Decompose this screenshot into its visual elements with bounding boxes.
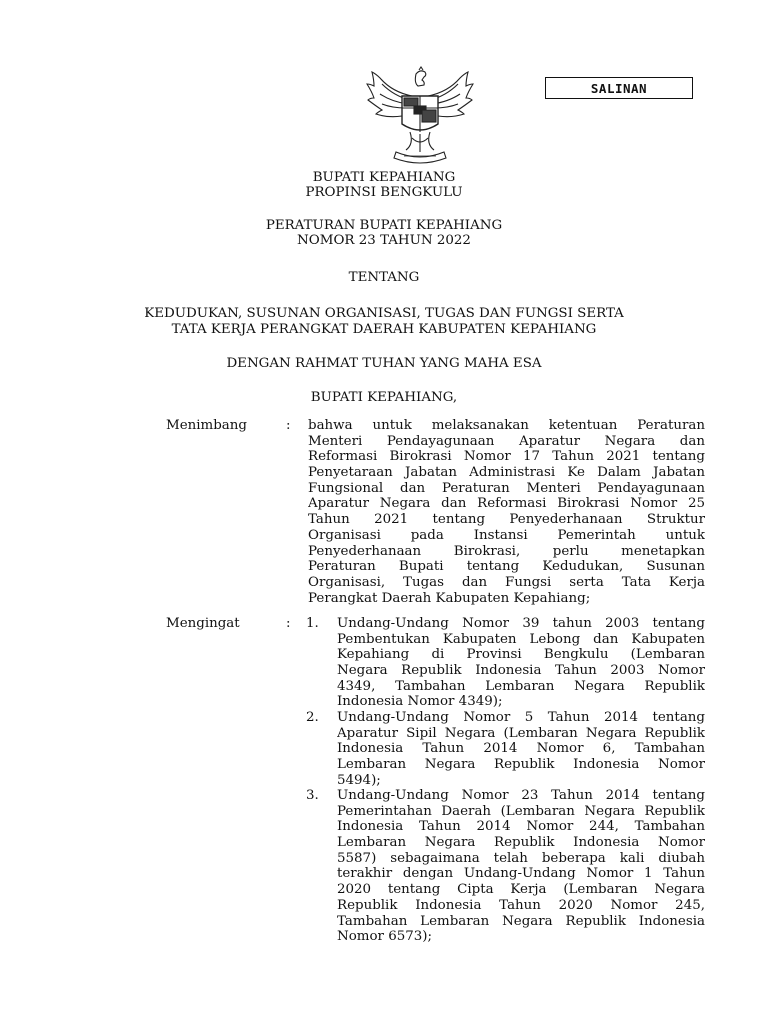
mengingat-line: Nomor 6573); — [337, 929, 433, 945]
garuda-emblem-icon — [362, 66, 478, 166]
menimbang-line: Fungsional dan Peraturan Menteri Pendayagunaan — [308, 480, 705, 496]
authority-line: BUPATI KEPAHIANG, — [310, 390, 458, 405]
mengingat-line: 2020 tentang Cipta Kerja (Lembaran Negara — [337, 882, 705, 898]
menimbang-line: Menteri Pendayagunaan Aparatur Negara dan — [308, 433, 705, 449]
regulation-title: PERATURAN BUPATI KEPAHIANG — [265, 218, 503, 233]
regulation-subject-line-2: TATA KERJA PERANGKAT DAERAH KABUPATEN KEPAHIANG — [171, 322, 597, 337]
mengingat-line: Aparatur Sipil Negara (Lembaran Negara Republik — [337, 725, 705, 741]
blessing-line: DENGAN RAHMAT TUHAN YANG MAHA ESA — [226, 356, 542, 371]
mengingat-item-number: 1. — [306, 616, 319, 631]
mengingat-item-3 — [337, 788, 705, 945]
mengingat-line: Undang-Undang Nomor 23 Tahun 2014 tentang — [337, 788, 705, 803]
menimbang-line: Organisasi, Tugas dan Fungsi serta Tata Kerja — [308, 574, 705, 590]
header-province: PROPINSI BENGKULU — [305, 185, 463, 200]
menimbang-line: Penyederhanaan Birokrasi, perlu menetapkan — [308, 543, 705, 559]
menimbang-line: Peraturan Bupati tentang Kedudukan, Susunan — [308, 559, 705, 575]
regulation-about: TENTANG — [348, 270, 420, 285]
mengingat-line: 5587) sebagaimana telah beberapa kali diubah — [337, 850, 705, 866]
menimbang-line: Organisasi pada Instansi Pemerintah untuk — [308, 527, 705, 543]
mengingat-line: Tambahan Lembaran Negara Republik Indonesia — [337, 913, 705, 929]
mengingat-line: Indonesia Nomor 4349); — [337, 694, 503, 710]
salinan-label: SALINAN — [590, 80, 648, 96]
mengingat-line: Lembaran Negara Republik Indonesia Nomor — [337, 835, 705, 851]
header-authority-name: BUPATI KEPAHIANG — [312, 170, 456, 185]
mengingat-item-1 — [337, 616, 705, 710]
mengingat-line: Republik Indonesia Tahun 2020 Nomor 245, — [337, 897, 705, 913]
menimbang-line: Reformasi Birokrasi Nomor 17 Tahun 2021 tentang — [308, 449, 705, 465]
menimbang-label: Menimbang — [166, 418, 247, 433]
mengingat-line: Pembentukan Kabupaten Lebong dan Kabupaten — [337, 631, 705, 647]
menimbang-colon: : — [286, 418, 291, 433]
mengingat-item-2 — [337, 710, 705, 788]
mengingat-colon: : — [286, 616, 291, 631]
mengingat-line: Undang-Undang Nomor 5 Tahun 2014 tentang — [337, 710, 705, 725]
menimbang-line: Aparatur Negara dan Reformasi Birokrasi Nomor 25 — [308, 496, 705, 512]
mengingat-line: 5494); — [337, 772, 381, 788]
menimbang-line: Perangkat Daerah Kabupaten Kepahiang; — [308, 590, 591, 606]
mengingat-line: Negara Republik Indonesia Tahun 2003 Nomor — [337, 663, 705, 679]
menimbang-line: bahwa untuk melaksanakan ketentuan Peraturan — [308, 418, 705, 433]
regulation-subject-line-1: KEDUDUKAN, SUSUNAN ORGANISASI, TUGAS DAN FUNGSI SERTA — [144, 306, 624, 321]
mengingat-line: Undang-Undang Nomor 39 tahun 2003 tentang — [337, 616, 705, 631]
menimbang-line: Tahun 2021 tentang Penyederhanaan Struktur — [308, 512, 705, 528]
menimbang-line: Penyetaraan Jabatan Administrasi Ke Dalam Jabatan — [308, 465, 705, 481]
regulation-number: NOMOR 23 TAHUN 2022 — [297, 233, 471, 248]
mengingat-line: Lembaran Negara Republik Indonesia Nomor — [337, 757, 705, 773]
mengingat-item-number: 2. — [306, 710, 319, 725]
menimbang-text — [308, 418, 705, 606]
mengingat-line: Pemerintahan Daerah (Lembaran Negara Republik — [337, 803, 705, 819]
mengingat-line: Indonesia Tahun 2014 Nomor 244, Tambahan — [337, 819, 705, 835]
mengingat-line: terakhir dengan Undang-Undang Nomor 1 Tahun — [337, 866, 705, 882]
mengingat-line: Indonesia Tahun 2014 Nomor 6, Tambahan — [337, 741, 705, 757]
mengingat-line: 4349, Tambahan Lembaran Negara Republik — [337, 678, 705, 694]
mengingat-line: Kepahiang di Provinsi Bengkulu (Lembaran — [337, 647, 705, 663]
mengingat-item-number: 3. — [306, 788, 319, 803]
mengingat-label: Mengingat — [166, 616, 240, 631]
salinan-stamp — [545, 77, 693, 99]
